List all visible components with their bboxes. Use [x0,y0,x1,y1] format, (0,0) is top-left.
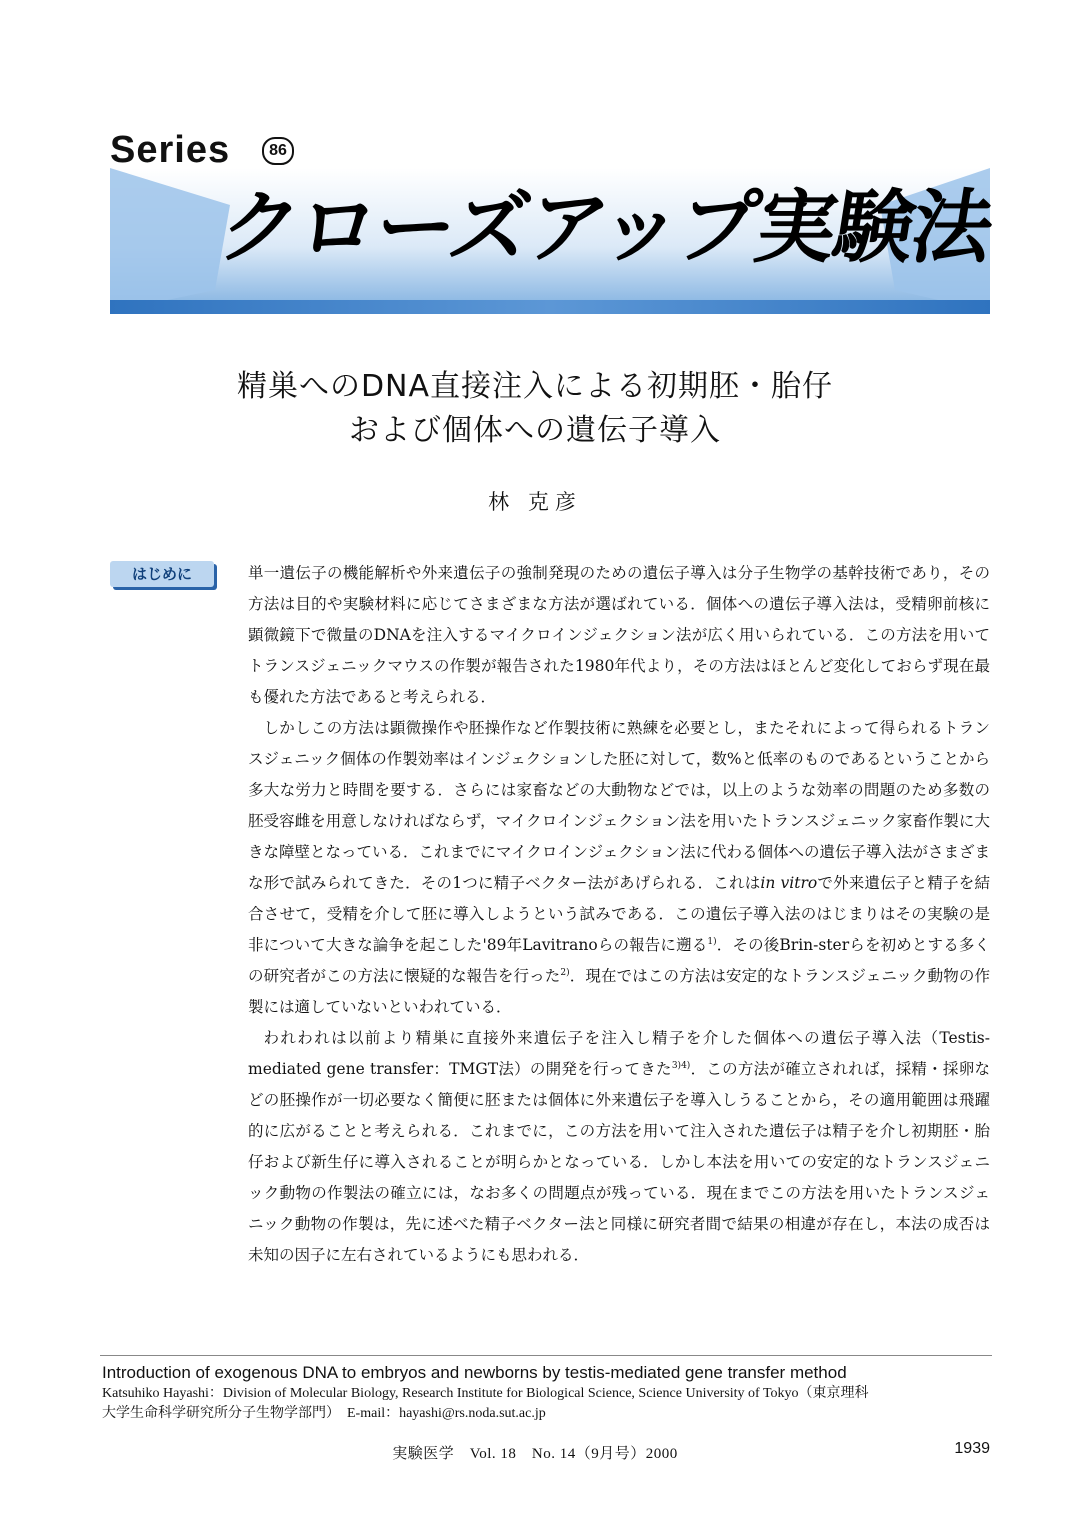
affiliation-line-1: Katsuhiko Hayashi：Division of Molecular Biology, Research Institute for Biological Science, Science University of Tokyo（東京理科 [102,1386,869,1401]
english-title: Introduction of exogenous DNA to embryos and newborns by testis-mediated gene transfer method [102,1363,847,1382]
article-title-line-1: 精巣へのDNA直接注入による初期胚・胎仔 [236,369,834,404]
body-text [248,558,990,1271]
author: 林 克彦 [488,490,582,514]
affiliation-line-2: 大学生命科学研究所分子生物学部門） E-mail：hayashi@rs.noda.sut.ac.jp [102,1406,546,1421]
paragraph-2 [248,713,990,1023]
page-number: 1939 [954,1440,990,1457]
section-tag-introduction: はじめに [110,561,214,587]
paragraph-3-text-a: われわれは以前より精巣に直接外来遺伝子を注入し精子を介した個体への遺伝子導入法（Testis-mediated gene transfer：TMGT法）の開発を行ってきた [248,1029,990,1078]
article-title-line-2: および個体への遺伝子導入 [349,413,721,448]
series-number: 86 [262,137,294,165]
banner-title: クローズアップ実験法 [212,181,998,274]
paragraph-2-text-b: で外来遺伝子と精子を結合させて，受精を介して胚に導入しようという試みである．この遺伝子導入法のはじまりはその実験の是非について大きな論争を起こした'89年Lavitranoらの報告に遡る [248,874,990,954]
citation-1: 1) [707,936,717,947]
author-affiliation [102,1384,992,1424]
citation-2: 2) [560,967,570,978]
citation-3-4: 3)4) [671,1060,691,1071]
paragraph-3-text-b: ．この方法が確立されれば，採精・採卵などの胚操作が一切必要なく簡便に胚または個体に外来遺伝子を導入しうることから，その適用範囲は飛躍的に広がることと考えられる．これまでに，この方法を用いて注入された遺伝子は精子を介し初期胚・胎仔および新生仔に導入されることが明らかとなっている．しかし本法を用いての安定的なトランスジェニック動物の作製法の確立には，なお多くの問題点が残っている．現在までこの方法を用いたトランスジェニック動物の作製は，先に述べた精子ベクター法と同様に研究者間で結果の相違が存在し，本法の成否は未知の因子に左右されているようにも思われる． [248,1060,990,1264]
paragraph-2-italic: in vitro [760,874,818,892]
paragraph-2-text-a: しかしこの方法は顕微操作や胚操作など作製技術に熟練を必要とし，またそれによって得られるトランスジェニック個体の作製効率はインジェクションした胚に対して，数%と低率のものであるということから多大な労力と時間を要する．さらには家畜などの大動物などでは，以上のような効率の問題のため多数の胚受容雌を用意しなければならず，マイクロインジェクション法を用いたトランスジェニック家畜作製に大きな障壁となっている．これまでにマイクロインジェクション法に代わる個体への遺伝子導入法がさまざまな形で試みられてきた．その1つに精子ベクター法があげられる．これは [248,719,990,892]
banner-bottom-stripe [110,300,990,314]
paragraph-1: 単一遺伝子の機能解析や外来遺伝子の強制発現のための遺伝子導入は分子生物学の基幹技術であり，その方法は目的や実験材料に応じてさまざまな方法が選ばれている．個体への遺伝子導入法は，受精卵前核に顕微鏡下で微量のDNAを注入するマイクロインジェクション法が広く用いられている．この方法を用いてトランスジェニックマウスの作製が報告された1980年代より，その方法はほとんど変化しておらず現在最も優れた方法であると考えられる． [248,564,990,706]
paragraph-2-text-c: ．その後Brin-sterらを初めとする多くの研究者がこの方法に懐疑的な報告を行った [248,936,990,985]
footer-divider [100,1355,992,1356]
paragraph-2-text-d: ．現在ではこの方法は安定的なトランスジェニック動物の作製には適していないといわれている． [248,967,990,1016]
series-label: Series [110,129,231,171]
paragraph-3 [248,1023,990,1271]
journal-citation: 実験医学 Vol. 18 No. 14（9月号）2000 [392,1446,678,1462]
